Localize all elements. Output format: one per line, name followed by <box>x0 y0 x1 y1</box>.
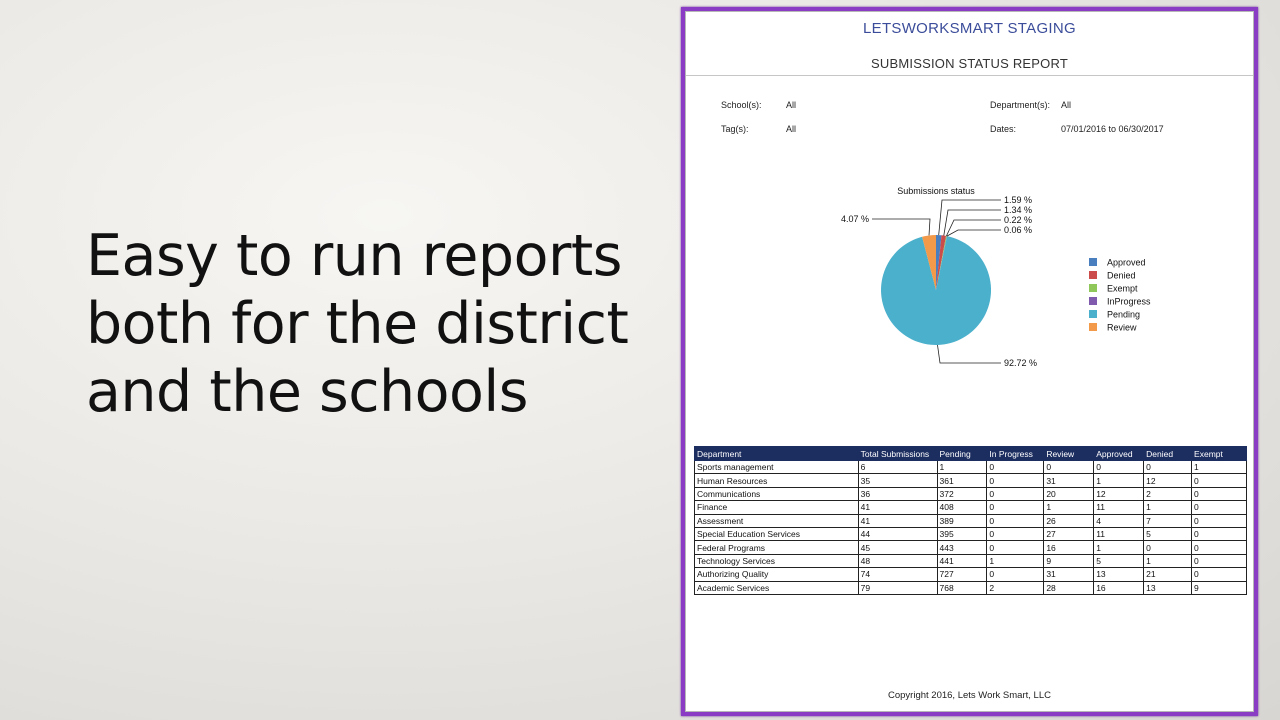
slide-headline <box>86 222 646 426</box>
value-cell: 0 <box>1044 461 1094 474</box>
report-screenshot-frame <box>681 7 1258 716</box>
department-cell: Communications <box>695 487 859 500</box>
value-cell: 5 <box>1094 554 1144 567</box>
value-cell: 7 <box>1144 514 1192 527</box>
value-cell: 0 <box>1192 541 1247 554</box>
department-cell: Assessment <box>695 514 859 527</box>
department-table <box>694 446 1247 595</box>
value-cell: 0 <box>987 474 1044 487</box>
value-cell: 41 <box>858 501 937 514</box>
column-header: In Progress <box>987 447 1044 461</box>
leader-line <box>938 345 1002 363</box>
pie-chart <box>686 12 1255 713</box>
value-cell: 0 <box>1192 527 1247 540</box>
value-cell: 727 <box>937 568 987 581</box>
value-cell: 0 <box>1192 554 1247 567</box>
value-cell: 0 <box>1192 514 1247 527</box>
slice-label: 4.07 % <box>840 214 869 224</box>
department-cell: Special Education Services <box>695 527 859 540</box>
value-cell: 45 <box>858 541 937 554</box>
value-cell: 12 <box>1144 474 1192 487</box>
value-cell: 0 <box>1144 541 1192 554</box>
value-cell: 0 <box>1192 474 1247 487</box>
legend-label: InProgress <box>1107 296 1151 307</box>
value-cell: 0 <box>1192 501 1247 514</box>
value-cell: 1 <box>987 554 1044 567</box>
column-header: Denied <box>1144 447 1192 461</box>
legend-swatch <box>1089 310 1097 318</box>
value-cell: 1 <box>937 461 987 474</box>
table-row <box>695 501 1247 514</box>
value-cell: 0 <box>1094 461 1144 474</box>
value-cell: 0 <box>987 568 1044 581</box>
value-cell: 74 <box>858 568 937 581</box>
column-header: Total Submissions <box>858 447 937 461</box>
department-value: All <box>1061 100 1072 110</box>
legend-label: Approved <box>1107 257 1146 268</box>
value-cell: 1 <box>1144 554 1192 567</box>
value-cell: 41 <box>858 514 937 527</box>
column-header: Approved <box>1094 447 1144 461</box>
report-page <box>685 11 1254 712</box>
legend-swatch <box>1089 284 1097 292</box>
leader-line <box>946 220 1001 236</box>
value-cell: 2 <box>987 581 1044 594</box>
chart-title: Submissions status <box>897 186 975 196</box>
table-row <box>695 581 1247 594</box>
value-cell: 0 <box>987 527 1044 540</box>
department-cell: Federal Programs <box>695 541 859 554</box>
value-cell: 2 <box>1144 487 1192 500</box>
value-cell: 9 <box>1044 554 1094 567</box>
dates-value: 07/01/2016 to 06/30/2017 <box>1061 124 1164 134</box>
value-cell: 395 <box>937 527 987 540</box>
value-cell: 4 <box>1094 514 1144 527</box>
column-header: Pending <box>937 447 987 461</box>
value-cell: 11 <box>1094 527 1144 540</box>
value-cell: 0 <box>987 461 1044 474</box>
value-cell: 0 <box>987 487 1044 500</box>
report-title: SUBMISSION STATUS REPORT <box>871 56 1068 71</box>
legend-label: Review <box>1107 322 1137 333</box>
value-cell: 1 <box>1192 461 1247 474</box>
legend-swatch <box>1089 323 1097 331</box>
table-row <box>695 474 1247 487</box>
tag-label: Tag(s): <box>721 124 749 134</box>
department-cell: Academic Services <box>695 581 859 594</box>
value-cell: 44 <box>858 527 937 540</box>
value-cell: 12 <box>1094 487 1144 500</box>
department-cell: Technology Services <box>695 554 859 567</box>
value-cell: 443 <box>937 541 987 554</box>
value-cell: 1 <box>1044 501 1094 514</box>
slice-label: 0.22 % <box>1004 215 1033 225</box>
legend-swatch <box>1089 271 1097 279</box>
slice-label: 0.06 % <box>1004 225 1033 235</box>
copyright-footer: Copyright 2016, Lets Work Smart, LLC <box>888 690 1051 701</box>
legend-label: Denied <box>1107 270 1136 281</box>
slice-label: 1.59 % <box>1004 195 1033 205</box>
value-cell: 0 <box>987 501 1044 514</box>
table-row <box>695 514 1247 527</box>
legend-swatch <box>1089 258 1097 266</box>
value-cell: 26 <box>1044 514 1094 527</box>
value-cell: 361 <box>937 474 987 487</box>
slice-label: 92.72 % <box>1004 358 1038 368</box>
value-cell: 1 <box>1094 541 1144 554</box>
school-label: School(s): <box>721 100 762 110</box>
headline-line-3: and the schools <box>86 359 528 425</box>
department-cell: Human Resources <box>695 474 859 487</box>
department-cell: Authorizing Quality <box>695 568 859 581</box>
value-cell: 408 <box>937 501 987 514</box>
value-cell: 6 <box>858 461 937 474</box>
slice-label: 1.34 % <box>1004 205 1033 215</box>
value-cell: 441 <box>937 554 987 567</box>
value-cell: 79 <box>858 581 937 594</box>
column-header: Department <box>695 447 859 461</box>
value-cell: 28 <box>1044 581 1094 594</box>
leader-line <box>872 219 930 235</box>
table-row <box>695 461 1247 474</box>
table-row <box>695 541 1247 554</box>
school-value: All <box>786 100 797 110</box>
column-header: Review <box>1044 447 1094 461</box>
table-row <box>695 487 1247 500</box>
value-cell: 36 <box>858 487 937 500</box>
value-cell: 372 <box>937 487 987 500</box>
value-cell: 20 <box>1044 487 1094 500</box>
value-cell: 13 <box>1094 568 1144 581</box>
value-cell: 16 <box>1094 581 1144 594</box>
value-cell: 13 <box>1144 581 1192 594</box>
value-cell: 0 <box>987 514 1044 527</box>
department-cell: Finance <box>695 501 859 514</box>
table-row <box>695 527 1247 540</box>
leader-line <box>947 230 1001 236</box>
value-cell: 21 <box>1144 568 1192 581</box>
value-cell: 9 <box>1192 581 1247 594</box>
headline-line-2: both for the district <box>86 291 629 357</box>
value-cell: 0 <box>1144 461 1192 474</box>
pie-chart-svg <box>686 12 1255 432</box>
tag-value: All <box>786 124 797 134</box>
table-row <box>695 554 1247 567</box>
value-cell: 31 <box>1044 474 1094 487</box>
table-body <box>695 461 1247 595</box>
value-cell: 48 <box>858 554 937 567</box>
department-label: Department(s): <box>990 100 1051 110</box>
department-cell: Sports management <box>695 461 859 474</box>
legend-swatch <box>1089 297 1097 305</box>
value-cell: 27 <box>1044 527 1094 540</box>
value-cell: 0 <box>1192 568 1247 581</box>
legend-label: Pending <box>1107 309 1141 320</box>
dates-label: Dates: <box>990 124 1017 134</box>
column-header: Exempt <box>1192 447 1247 461</box>
value-cell: 0 <box>987 541 1044 554</box>
value-cell: 768 <box>937 581 987 594</box>
table-header-row <box>695 447 1247 461</box>
table-row <box>695 568 1247 581</box>
value-cell: 1 <box>1144 501 1192 514</box>
value-cell: 5 <box>1144 527 1192 540</box>
value-cell: 0 <box>1192 487 1247 500</box>
headline-line-1: Easy to run reports <box>86 223 622 289</box>
org-title: LETSWORKSMART STAGING <box>863 20 1076 37</box>
value-cell: 16 <box>1044 541 1094 554</box>
legend-label: Exempt <box>1107 283 1138 294</box>
value-cell: 1 <box>1094 474 1144 487</box>
value-cell: 35 <box>858 474 937 487</box>
value-cell: 31 <box>1044 568 1094 581</box>
value-cell: 11 <box>1094 501 1144 514</box>
value-cell: 389 <box>937 514 987 527</box>
